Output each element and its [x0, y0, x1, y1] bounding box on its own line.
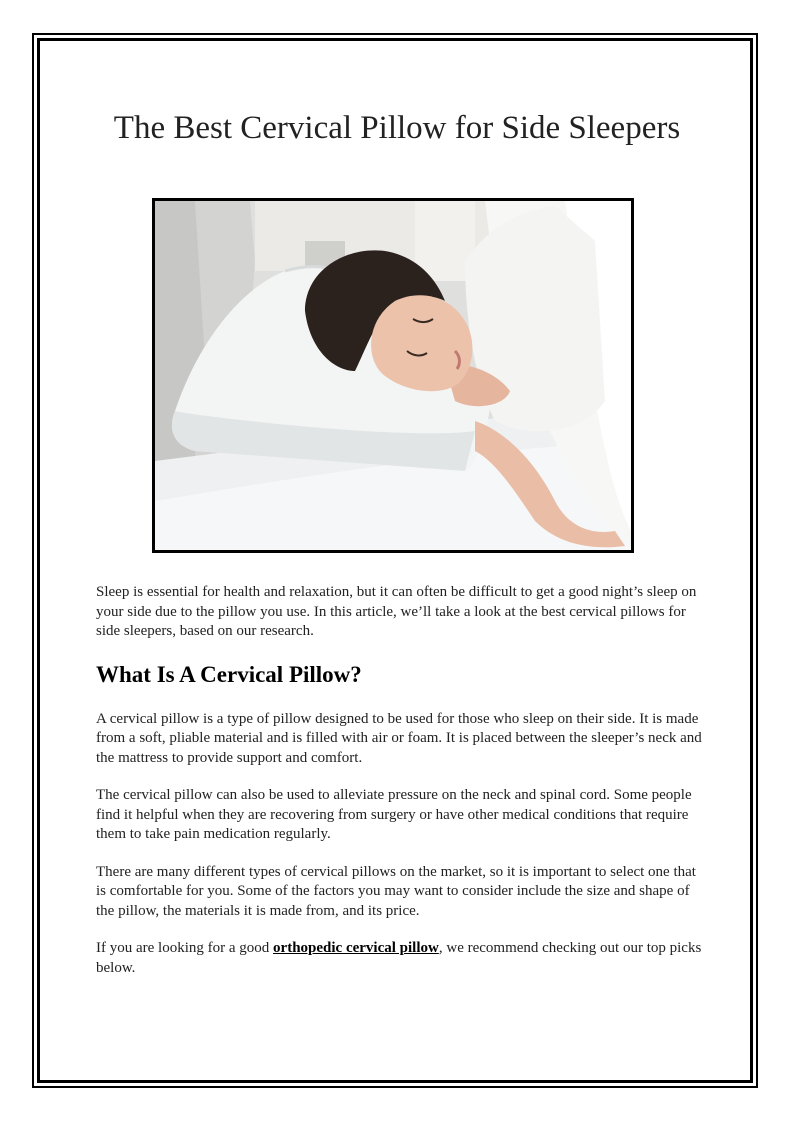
recommendation-text-after: , we recommend checking out our top picks below.: [96, 940, 702, 976]
sleeping-woman-illustration: [155, 201, 631, 550]
intro-paragraph: Sleep is essential for health and relaxation, but it can often be difficult to get a good night’s sleep on your side due to the pillow you use. In this article, we’ll take a look at the best cervical pillows for side sleepers, based on our research.: [96, 584, 697, 639]
orthopedic-pillow-link[interactable]: orthopedic cervical pillow: [273, 940, 439, 956]
paragraph-definition: A cervical pillow is a type of pillow designed to be used for those who sleep on their side. It is made from a soft, pliable material and is filled with air or foam. It is placed between the sleeper’s neck and the mattress to provide support and comfort.: [96, 710, 702, 766]
page-title: The Best Cervical Pillow for Side Sleepers: [113, 110, 681, 146]
hero-image: [152, 198, 634, 553]
paragraph-benefits: The cervical pillow can also be used to alleviate pressure on the neck and spinal cord. Some people find it helpful when they are recovering from surgery or have other medical conditions that require them to take pain medication regularly.: [96, 787, 692, 842]
paragraph-types: There are many different types of cervical pillows on the market, so it is important to select one that is comfortable for you. Some of the factors you may want to consider include the size and shape of the pillow, the materials it is made from, and its price.: [96, 863, 696, 919]
section-heading: What Is A Cervical Pillow?: [96, 661, 362, 687]
recommendation-text-before: If you are looking for a good: [96, 940, 274, 956]
article-body: [96, 583, 704, 996]
paragraph-recommendation: [96, 939, 704, 978]
